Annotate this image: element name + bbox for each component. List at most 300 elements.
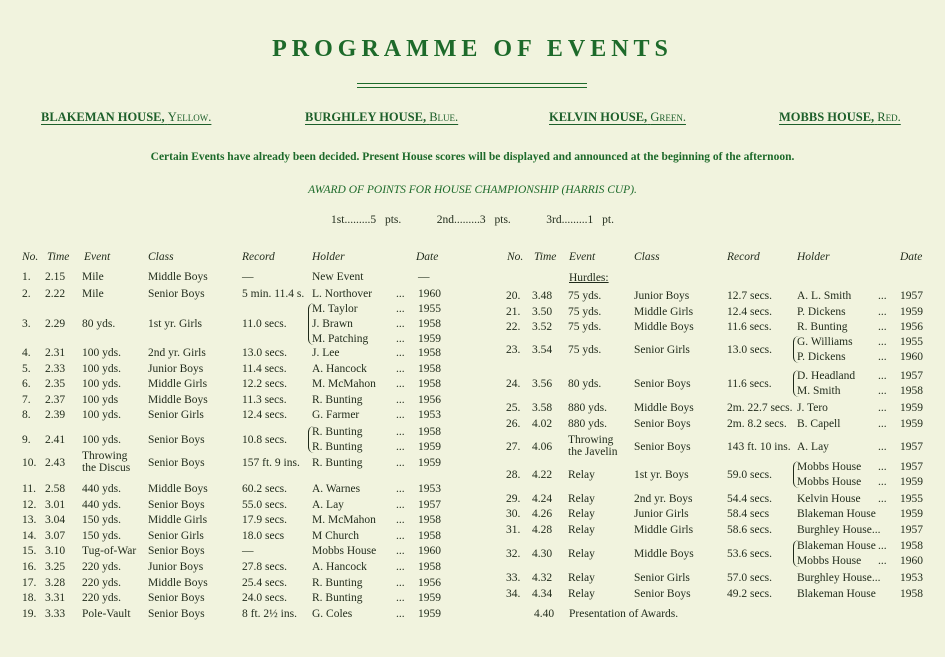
record-date: 1958 xyxy=(418,561,441,573)
record-holder: P. Dickens xyxy=(797,351,846,363)
record-date: 1958 xyxy=(418,514,441,526)
record-holder: R. Bunting xyxy=(312,577,363,589)
event-record: 18.0 secs xyxy=(242,530,285,542)
record-date: 1958 xyxy=(418,378,441,390)
record-holder: Mobbs House xyxy=(797,476,862,488)
event-time: 3.04 xyxy=(45,514,66,526)
record-holder: G. Farmer xyxy=(312,409,360,421)
event-record: 10.8 secs. xyxy=(242,433,288,446)
event-number: 28. xyxy=(506,468,521,481)
record-date: 1958 xyxy=(418,530,441,542)
event-name: 220 yds. xyxy=(82,561,121,573)
title-rule-bottom xyxy=(357,87,587,88)
event-class: 2nd yr. Boys xyxy=(634,493,693,505)
record-date: 1953 xyxy=(418,483,441,495)
event-number: 32. xyxy=(506,547,521,560)
event-time: 3.31 xyxy=(45,592,66,604)
record-holder: G. Williams xyxy=(797,336,853,348)
record-date: 1959 xyxy=(900,476,923,488)
event-class: Senior Boys xyxy=(634,588,691,600)
event-class: Senior Girls xyxy=(148,409,204,421)
event-time: 3.07 xyxy=(45,530,66,542)
header-no: No. xyxy=(22,251,39,263)
event-name: 100 yds. xyxy=(82,347,121,359)
event-record: 59.0 secs. xyxy=(727,468,773,481)
event-number: 29. xyxy=(506,493,521,505)
record-date: 1959 xyxy=(900,508,923,520)
event-number: 34. xyxy=(506,588,521,600)
event-class: Middle Boys xyxy=(634,321,694,333)
event-record: 11.6 secs. xyxy=(727,377,772,390)
leader-dots: ... xyxy=(396,530,405,542)
event-record: 49.2 secs. xyxy=(727,588,773,600)
event-number: 31. xyxy=(506,524,521,536)
record-holder: Mobbs House xyxy=(797,461,862,473)
event-time: 2.22 xyxy=(45,288,66,300)
event-name: 880 yds. xyxy=(568,418,607,430)
event-record: 17.9 secs. xyxy=(242,514,288,526)
event-class: Senior Boys xyxy=(148,499,205,511)
notice-text: Certain Events have already been decided. Present House scores will be displayed and announced at the beginning of the afternoon. xyxy=(150,151,795,163)
record-holder: Blakeman House xyxy=(797,508,876,520)
event-name: 100 yds xyxy=(82,394,119,406)
record-holder: R. Bunting xyxy=(312,426,363,438)
event-class: Senior Boys xyxy=(148,608,205,620)
event-number: 4. xyxy=(22,347,31,359)
record-date: 1960 xyxy=(418,545,441,557)
event-number: 25. xyxy=(506,402,521,414)
event-class: Senior Boys xyxy=(634,377,691,390)
event-name: Tug-of-War xyxy=(82,545,137,557)
event-record: 13.0 secs. xyxy=(727,343,773,356)
event-record: 8 ft. 2½ ins. xyxy=(242,608,297,620)
record-date: — xyxy=(418,271,430,283)
record-holder: Blakeman House xyxy=(797,588,876,600)
leader-dots: ... xyxy=(396,441,405,453)
event-class: Senior Girls xyxy=(148,530,204,542)
award-title: AWARD OF POINTS FOR HOUSE CHAMPIONSHIP (HARRIS CUP). xyxy=(308,184,637,196)
event-number: 16. xyxy=(22,561,37,573)
event-class: Senior Boys xyxy=(148,592,205,604)
event-class: Middle Boys xyxy=(148,577,208,589)
record-holder: Burghley House... xyxy=(797,572,881,584)
event-class: Middle Boys xyxy=(634,547,694,560)
event-time: 2.43 xyxy=(45,457,66,469)
event-time: 2.31 xyxy=(45,347,66,359)
record-date: 1958 xyxy=(418,347,441,359)
leader-dots: ... xyxy=(396,303,405,315)
event-record: 11.3 secs. xyxy=(242,394,287,406)
event-name: Relay xyxy=(568,572,595,584)
event-time: 3.58 xyxy=(532,402,553,414)
title-rule-top xyxy=(357,83,587,84)
record-date: 1956 xyxy=(900,321,923,333)
event-time: 2.33 xyxy=(45,363,66,375)
record-holder: Kelvin House xyxy=(797,493,861,505)
header-date: Date xyxy=(900,251,923,263)
leader-dots: ... xyxy=(878,540,887,552)
record-holder: J. Lee xyxy=(312,347,340,359)
event-record: 12.4 secs. xyxy=(242,409,288,421)
event-number: 23. xyxy=(506,343,521,356)
record-date: 1959 xyxy=(418,333,441,345)
event-record: 12.7 secs. xyxy=(727,290,773,302)
event-name: Relay xyxy=(568,508,595,520)
record-date: 1959 xyxy=(900,402,923,414)
record-date: 1960 xyxy=(418,288,441,300)
event-time: 2.29 xyxy=(45,318,66,330)
event-record: 143 ft. 10 ins. xyxy=(727,441,791,453)
record-holder: A. Hancock xyxy=(312,363,367,375)
event-record: 157 ft. 9 ins. xyxy=(242,457,300,469)
record-holder: R. Bunting xyxy=(797,321,848,333)
event-name: 100 yds. xyxy=(82,378,121,390)
event-number: 14. xyxy=(22,530,37,542)
leader-dots: ... xyxy=(878,370,887,382)
event-time: 3.33 xyxy=(45,608,66,620)
leader-dots: ... xyxy=(878,321,887,333)
event-name: 220 yds. xyxy=(82,577,121,589)
leader-dots: ... xyxy=(396,577,405,589)
record-holder: M. McMahon xyxy=(312,514,376,526)
record-holder: M. Patching xyxy=(312,333,369,345)
leader-dots: ... xyxy=(878,461,887,473)
event-class: Middle Girls xyxy=(634,524,694,536)
event-record: 2m. 8.2 secs. xyxy=(727,418,787,430)
event-record: 12.2 secs. xyxy=(242,378,288,390)
event-class: Senior Boys xyxy=(148,433,205,446)
event-name: Relay xyxy=(568,493,595,505)
event-name: 100 yds. xyxy=(82,409,121,421)
event-number: 30. xyxy=(506,508,521,520)
event-class: Senior Boys xyxy=(148,457,205,469)
event-number: 15. xyxy=(22,545,37,557)
header-time: Time xyxy=(534,251,557,263)
record-date: 1959 xyxy=(418,457,441,469)
record-holder: Mobbs House xyxy=(797,555,862,567)
event-record: 11.0 secs. xyxy=(242,318,287,330)
record-date: 1958 xyxy=(900,540,923,552)
leader-dots: ... xyxy=(878,402,887,414)
leader-dots: ... xyxy=(878,385,887,397)
page-title: PROGRAMME OF EVENTS xyxy=(272,36,673,62)
record-holder: Mobbs House xyxy=(312,545,377,557)
event-name: Relay xyxy=(568,547,595,560)
record-date: 1959 xyxy=(900,306,923,318)
event-record: 27.8 secs. xyxy=(242,561,288,573)
event-name: Throwing the Discus xyxy=(82,450,131,474)
record-holder: M. Taylor xyxy=(312,303,358,315)
event-record: 54.4 secs. xyxy=(727,493,773,505)
event-time: 4.02 xyxy=(532,418,553,430)
event-record: — xyxy=(242,271,254,283)
header-event: Event xyxy=(84,251,111,263)
record-date: 1953 xyxy=(418,409,441,421)
leader-dots: ... xyxy=(396,333,405,345)
record-date: 1955 xyxy=(900,336,923,348)
leader-dots: ... xyxy=(396,608,405,620)
leader-dots: ... xyxy=(878,351,887,363)
leader-dots: ... xyxy=(396,592,405,604)
event-number: 19. xyxy=(22,608,37,620)
event-name: 440 yds. xyxy=(82,483,121,495)
event-record: 55.0 secs. xyxy=(242,499,288,511)
event-time: 3.01 xyxy=(45,499,66,511)
event-record: 11.6 secs. xyxy=(727,321,772,333)
event-time: 3.50 xyxy=(532,306,553,318)
record-date: 1957 xyxy=(900,461,923,473)
leader-dots: ... xyxy=(396,561,405,573)
event-record: 53.6 secs. xyxy=(727,547,773,560)
event-class: Middle Boys xyxy=(634,402,694,414)
event-time: 2.35 xyxy=(45,378,66,390)
record-date: 1957 xyxy=(900,441,923,453)
event-record: 24.0 secs. xyxy=(242,592,288,604)
record-date: 1959 xyxy=(900,418,923,430)
leader-dots: ... xyxy=(396,378,405,390)
event-class: Middle Girls xyxy=(148,378,208,390)
record-date: 1957 xyxy=(900,290,923,302)
event-class: Senior Boys xyxy=(634,418,691,430)
record-holder: B. Capell xyxy=(797,418,841,430)
header-holder: Holder xyxy=(312,251,345,263)
event-time: 2.58 xyxy=(45,483,66,495)
event-record: 12.4 secs. xyxy=(727,306,773,318)
record-holder: D. Headland xyxy=(797,370,856,382)
record-date: 1957 xyxy=(900,524,923,536)
event-number: 17. xyxy=(22,577,37,589)
house-burghley: BURGHLEY HOUSE, Blue. xyxy=(305,110,459,124)
event-time: 3.25 xyxy=(45,561,66,573)
leader-dots: ... xyxy=(396,514,405,526)
event-class: Senior Girls xyxy=(634,343,690,356)
event-number: 3. xyxy=(22,318,31,330)
house-blakeman: BLAKEMAN HOUSE, Yellow. xyxy=(41,110,212,124)
record-date: 1956 xyxy=(418,394,441,406)
event-time: 4.30 xyxy=(532,547,553,560)
event-number: 26. xyxy=(506,418,521,430)
event-name: 80 yds. xyxy=(568,377,602,390)
event-number: 6. xyxy=(22,378,31,390)
record-holder: J. Brawn xyxy=(312,318,353,330)
event-name: Relay xyxy=(568,524,595,536)
record-holder: M. McMahon xyxy=(312,378,376,390)
event-name: 440 yds. xyxy=(82,499,121,511)
record-date: 1959 xyxy=(418,592,441,604)
event-number: 10. xyxy=(22,457,37,469)
house-mobbs: MOBBS HOUSE, Red. xyxy=(779,110,901,124)
event-time: 4.28 xyxy=(532,524,553,536)
event-name: Relay xyxy=(568,468,595,481)
record-holder: Burghley House... xyxy=(797,524,881,536)
event-number: 20. xyxy=(506,290,521,302)
closing-time: 4.40 xyxy=(534,608,555,620)
event-time: 4.26 xyxy=(532,508,553,520)
event-name: Mile xyxy=(82,271,104,283)
record-holder: A. Lay xyxy=(312,499,344,511)
event-time: 2.41 xyxy=(45,433,66,446)
event-record: 13.0 secs. xyxy=(242,347,288,359)
leader-dots: ... xyxy=(396,545,405,557)
header-class: Class xyxy=(148,251,174,263)
record-date: 1956 xyxy=(418,577,441,589)
event-class: Middle Boys xyxy=(148,483,208,495)
event-number: 33. xyxy=(506,572,521,584)
leader-dots: ... xyxy=(396,288,405,300)
event-record: 57.0 secs. xyxy=(727,572,773,584)
record-date: 1960 xyxy=(900,555,923,567)
record-holder: New Event xyxy=(312,271,364,283)
event-time: 4.22 xyxy=(532,468,553,481)
points-scale: 1st.........5 pts. 2nd.........3 pts. 3rd.........1 pt. xyxy=(331,214,614,226)
event-name: 220 yds. xyxy=(82,592,121,604)
event-name: 75 yds. xyxy=(568,343,602,356)
header-time: Time xyxy=(47,251,70,263)
closing-text: Presentation of Awards. xyxy=(569,608,679,620)
house-kelvin: KELVIN HOUSE, Green. xyxy=(549,110,686,124)
record-holder: A. Hancock xyxy=(312,561,367,573)
leader-dots: ... xyxy=(396,457,405,469)
event-time: 3.56 xyxy=(532,377,553,390)
event-time: 4.06 xyxy=(532,441,553,453)
event-time: 3.52 xyxy=(532,321,553,333)
event-time: 2.15 xyxy=(45,271,66,283)
event-record: 25.4 secs. xyxy=(242,577,288,589)
event-time: 4.24 xyxy=(532,493,553,505)
record-date: 1958 xyxy=(418,318,441,330)
event-class: Junior Boys xyxy=(148,363,204,375)
event-number: 22. xyxy=(506,321,521,333)
event-record: 58.4 secs xyxy=(727,508,770,520)
event-record: 11.4 secs. xyxy=(242,363,287,375)
record-date: 1958 xyxy=(900,385,923,397)
event-class: 1st yr. Boys xyxy=(634,468,689,481)
header-record: Record xyxy=(242,251,275,263)
header-date: Date xyxy=(416,251,439,263)
event-time: 4.34 xyxy=(532,588,553,600)
record-holder: L. Northover xyxy=(312,288,373,300)
event-number: 1. xyxy=(22,271,31,283)
record-holder: A. Lay xyxy=(797,441,829,453)
event-time: 3.28 xyxy=(45,577,66,589)
header-class: Class xyxy=(634,251,660,263)
record-date: 1957 xyxy=(900,370,923,382)
event-number: 9. xyxy=(22,433,31,446)
record-date: 1955 xyxy=(418,303,441,315)
record-date: 1953 xyxy=(900,572,923,584)
leader-dots: ... xyxy=(878,476,887,488)
record-date: 1957 xyxy=(418,499,441,511)
record-holder: A. L. Smith xyxy=(797,290,852,302)
event-name: Throwing the Javelin xyxy=(568,434,618,458)
leader-dots: ... xyxy=(878,306,887,318)
leader-dots: ... xyxy=(396,363,405,375)
leader-dots: ... xyxy=(878,418,887,430)
event-number: 18. xyxy=(22,592,37,604)
leader-dots: ... xyxy=(878,441,887,453)
event-class: Senior Boys xyxy=(634,441,691,453)
leader-dots: ... xyxy=(396,409,405,421)
event-class: Middle Boys xyxy=(148,271,208,283)
event-class: Junior Girls xyxy=(634,508,689,520)
event-record: — xyxy=(242,545,254,557)
event-number: 21. xyxy=(506,306,521,318)
leader-dots: ... xyxy=(396,394,405,406)
event-number: 27. xyxy=(506,441,521,453)
leader-dots: ... xyxy=(396,499,405,511)
event-time: 3.10 xyxy=(45,545,66,557)
event-class: Junior Boys xyxy=(634,290,690,302)
leader-dots: ... xyxy=(396,426,405,438)
record-date: 1959 xyxy=(418,608,441,620)
event-name: 80 yds. xyxy=(82,318,116,330)
header-record: Record xyxy=(727,251,760,263)
record-holder: R. Bunting xyxy=(312,441,363,453)
event-class: Middle Boys xyxy=(148,394,208,406)
event-class: 2nd yr. Girls xyxy=(148,347,206,359)
event-record: 58.6 secs. xyxy=(727,524,773,536)
event-number: 2. xyxy=(22,288,31,300)
event-class: Middle Girls xyxy=(634,306,694,318)
record-date: 1959 xyxy=(418,441,441,453)
hurdles-label: Hurdles: xyxy=(569,272,609,284)
event-name: 75 yds. xyxy=(568,290,602,302)
event-time: 3.48 xyxy=(532,290,553,302)
event-number: 24. xyxy=(506,377,521,390)
event-name: Pole-Vault xyxy=(82,608,131,620)
event-number: 11. xyxy=(22,483,36,495)
leader-dots: ... xyxy=(396,347,405,359)
record-holder: R. Bunting xyxy=(312,592,363,604)
record-date: 1958 xyxy=(900,588,923,600)
leader-dots: ... xyxy=(396,483,405,495)
event-time: 2.39 xyxy=(45,409,66,421)
event-class: 1st yr. Girls xyxy=(148,318,202,330)
leader-dots: ... xyxy=(878,555,887,567)
record-date: 1955 xyxy=(900,493,923,505)
event-class: Senior Girls xyxy=(634,572,690,584)
event-class: Middle Girls xyxy=(148,514,208,526)
record-date: 1960 xyxy=(900,351,923,363)
event-time: 2.37 xyxy=(45,394,66,406)
record-holder: M. Smith xyxy=(797,385,841,397)
event-name: 150 yds. xyxy=(82,530,121,542)
header-holder: Holder xyxy=(797,251,830,263)
header-event: Event xyxy=(569,251,596,263)
event-name: Mile xyxy=(82,288,104,300)
record-holder: R. Bunting xyxy=(312,394,363,406)
record-date: 1958 xyxy=(418,363,441,375)
event-name: Relay xyxy=(568,588,595,600)
event-name: 100 yds. xyxy=(82,363,121,375)
record-holder: A. Warnes xyxy=(312,483,361,495)
event-class: Senior Boys xyxy=(148,545,205,557)
event-record: 60.2 secs. xyxy=(242,483,288,495)
event-class: Senior Boys xyxy=(148,288,205,300)
event-name: 150 yds. xyxy=(82,514,121,526)
leader-dots: ... xyxy=(878,290,887,302)
record-date: 1958 xyxy=(418,426,441,438)
event-name: 75 yds. xyxy=(568,306,602,318)
event-number: 12. xyxy=(22,499,37,511)
event-time: 3.54 xyxy=(532,343,553,356)
event-number: 7. xyxy=(22,394,31,406)
record-holder: R. Bunting xyxy=(312,457,363,469)
event-name: 100 yds. xyxy=(82,433,121,446)
leader-dots: ... xyxy=(878,336,887,348)
record-holder: J. Tero xyxy=(797,402,828,414)
event-time: 4.32 xyxy=(532,572,553,584)
